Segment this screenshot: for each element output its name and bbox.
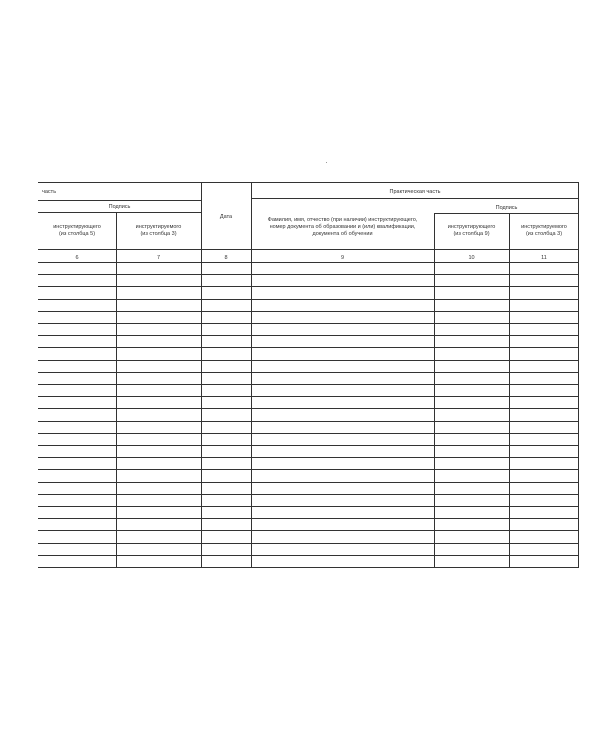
signature-label-left: Подпись — [108, 204, 131, 210]
table-row-line — [38, 494, 579, 495]
table-row-line — [38, 518, 579, 519]
instructing-label-left: инструктирующего — [53, 224, 101, 230]
column-number: 6 — [75, 255, 79, 261]
table-row-line — [38, 323, 579, 324]
table-row-line — [38, 311, 579, 312]
table-row-line — [38, 347, 579, 348]
instructing-ref-left: (из столбца 5) — [58, 231, 96, 237]
header-divider — [38, 212, 201, 213]
header-bottom-border — [38, 249, 579, 250]
part-label: часть — [42, 189, 57, 195]
scan-speck — [326, 162, 327, 163]
column-number: 9 — [340, 255, 345, 261]
signature-label-right: Подпись — [495, 205, 518, 211]
date-label: Дата — [219, 214, 233, 220]
table-row-line — [38, 335, 579, 336]
fio-label-line1: Фамилия, имя, отчество (при наличии) инструктирующего, — [267, 217, 418, 223]
table-row-line — [38, 360, 579, 361]
table-row-line — [38, 445, 579, 446]
table-row-line — [38, 299, 579, 300]
table-row-line — [38, 372, 579, 373]
instructed-label-left: инструктируемого — [135, 224, 182, 230]
column-divider — [434, 213, 435, 567]
column-number: 11 — [541, 255, 547, 261]
column-divider — [201, 182, 202, 567]
column-number: 10 — [468, 255, 475, 261]
table-row-line — [38, 262, 579, 263]
table-row-line — [38, 433, 579, 434]
table-row-line — [38, 469, 579, 470]
instructing-label-right: инструктирующего — [447, 224, 496, 230]
instructed-ref-right: (из столбца 3) — [525, 231, 563, 237]
instruction-log-table — [38, 182, 579, 567]
header-divider — [38, 200, 201, 201]
column-number: 7 — [156, 255, 161, 261]
fio-label-line2: номер документа об образовании и (или) квалификации, — [269, 224, 416, 230]
table-row-line — [38, 274, 579, 275]
instructed-ref-left: (из столбца 3) — [140, 231, 177, 237]
header-divider — [251, 198, 579, 199]
column-divider — [251, 182, 252, 567]
instructed-label-right: инструктируемого — [521, 224, 567, 230]
instructing-ref-right: (из столбца 9) — [453, 231, 490, 237]
practical-part-label: Практическая часть — [389, 189, 441, 195]
table-row-line — [38, 543, 579, 544]
fio-label-line3: документа об обучении — [312, 231, 373, 237]
table-bottom-border — [38, 567, 579, 568]
column-divider — [509, 213, 510, 567]
table-row-line — [38, 408, 579, 409]
table-row-line — [38, 421, 579, 422]
table-row-line — [38, 482, 579, 483]
table-row-line — [38, 555, 579, 556]
header-divider — [434, 213, 579, 214]
table-right-border — [578, 182, 579, 568]
column-number: 8 — [224, 255, 228, 261]
table-top-border — [38, 182, 579, 183]
table-row-line — [38, 506, 579, 507]
table-row-line — [38, 457, 579, 458]
table-row-line — [38, 286, 579, 287]
table-row-line — [38, 396, 579, 397]
column-divider — [116, 212, 117, 567]
table-row-line — [38, 384, 579, 385]
table-row-line — [38, 530, 579, 531]
